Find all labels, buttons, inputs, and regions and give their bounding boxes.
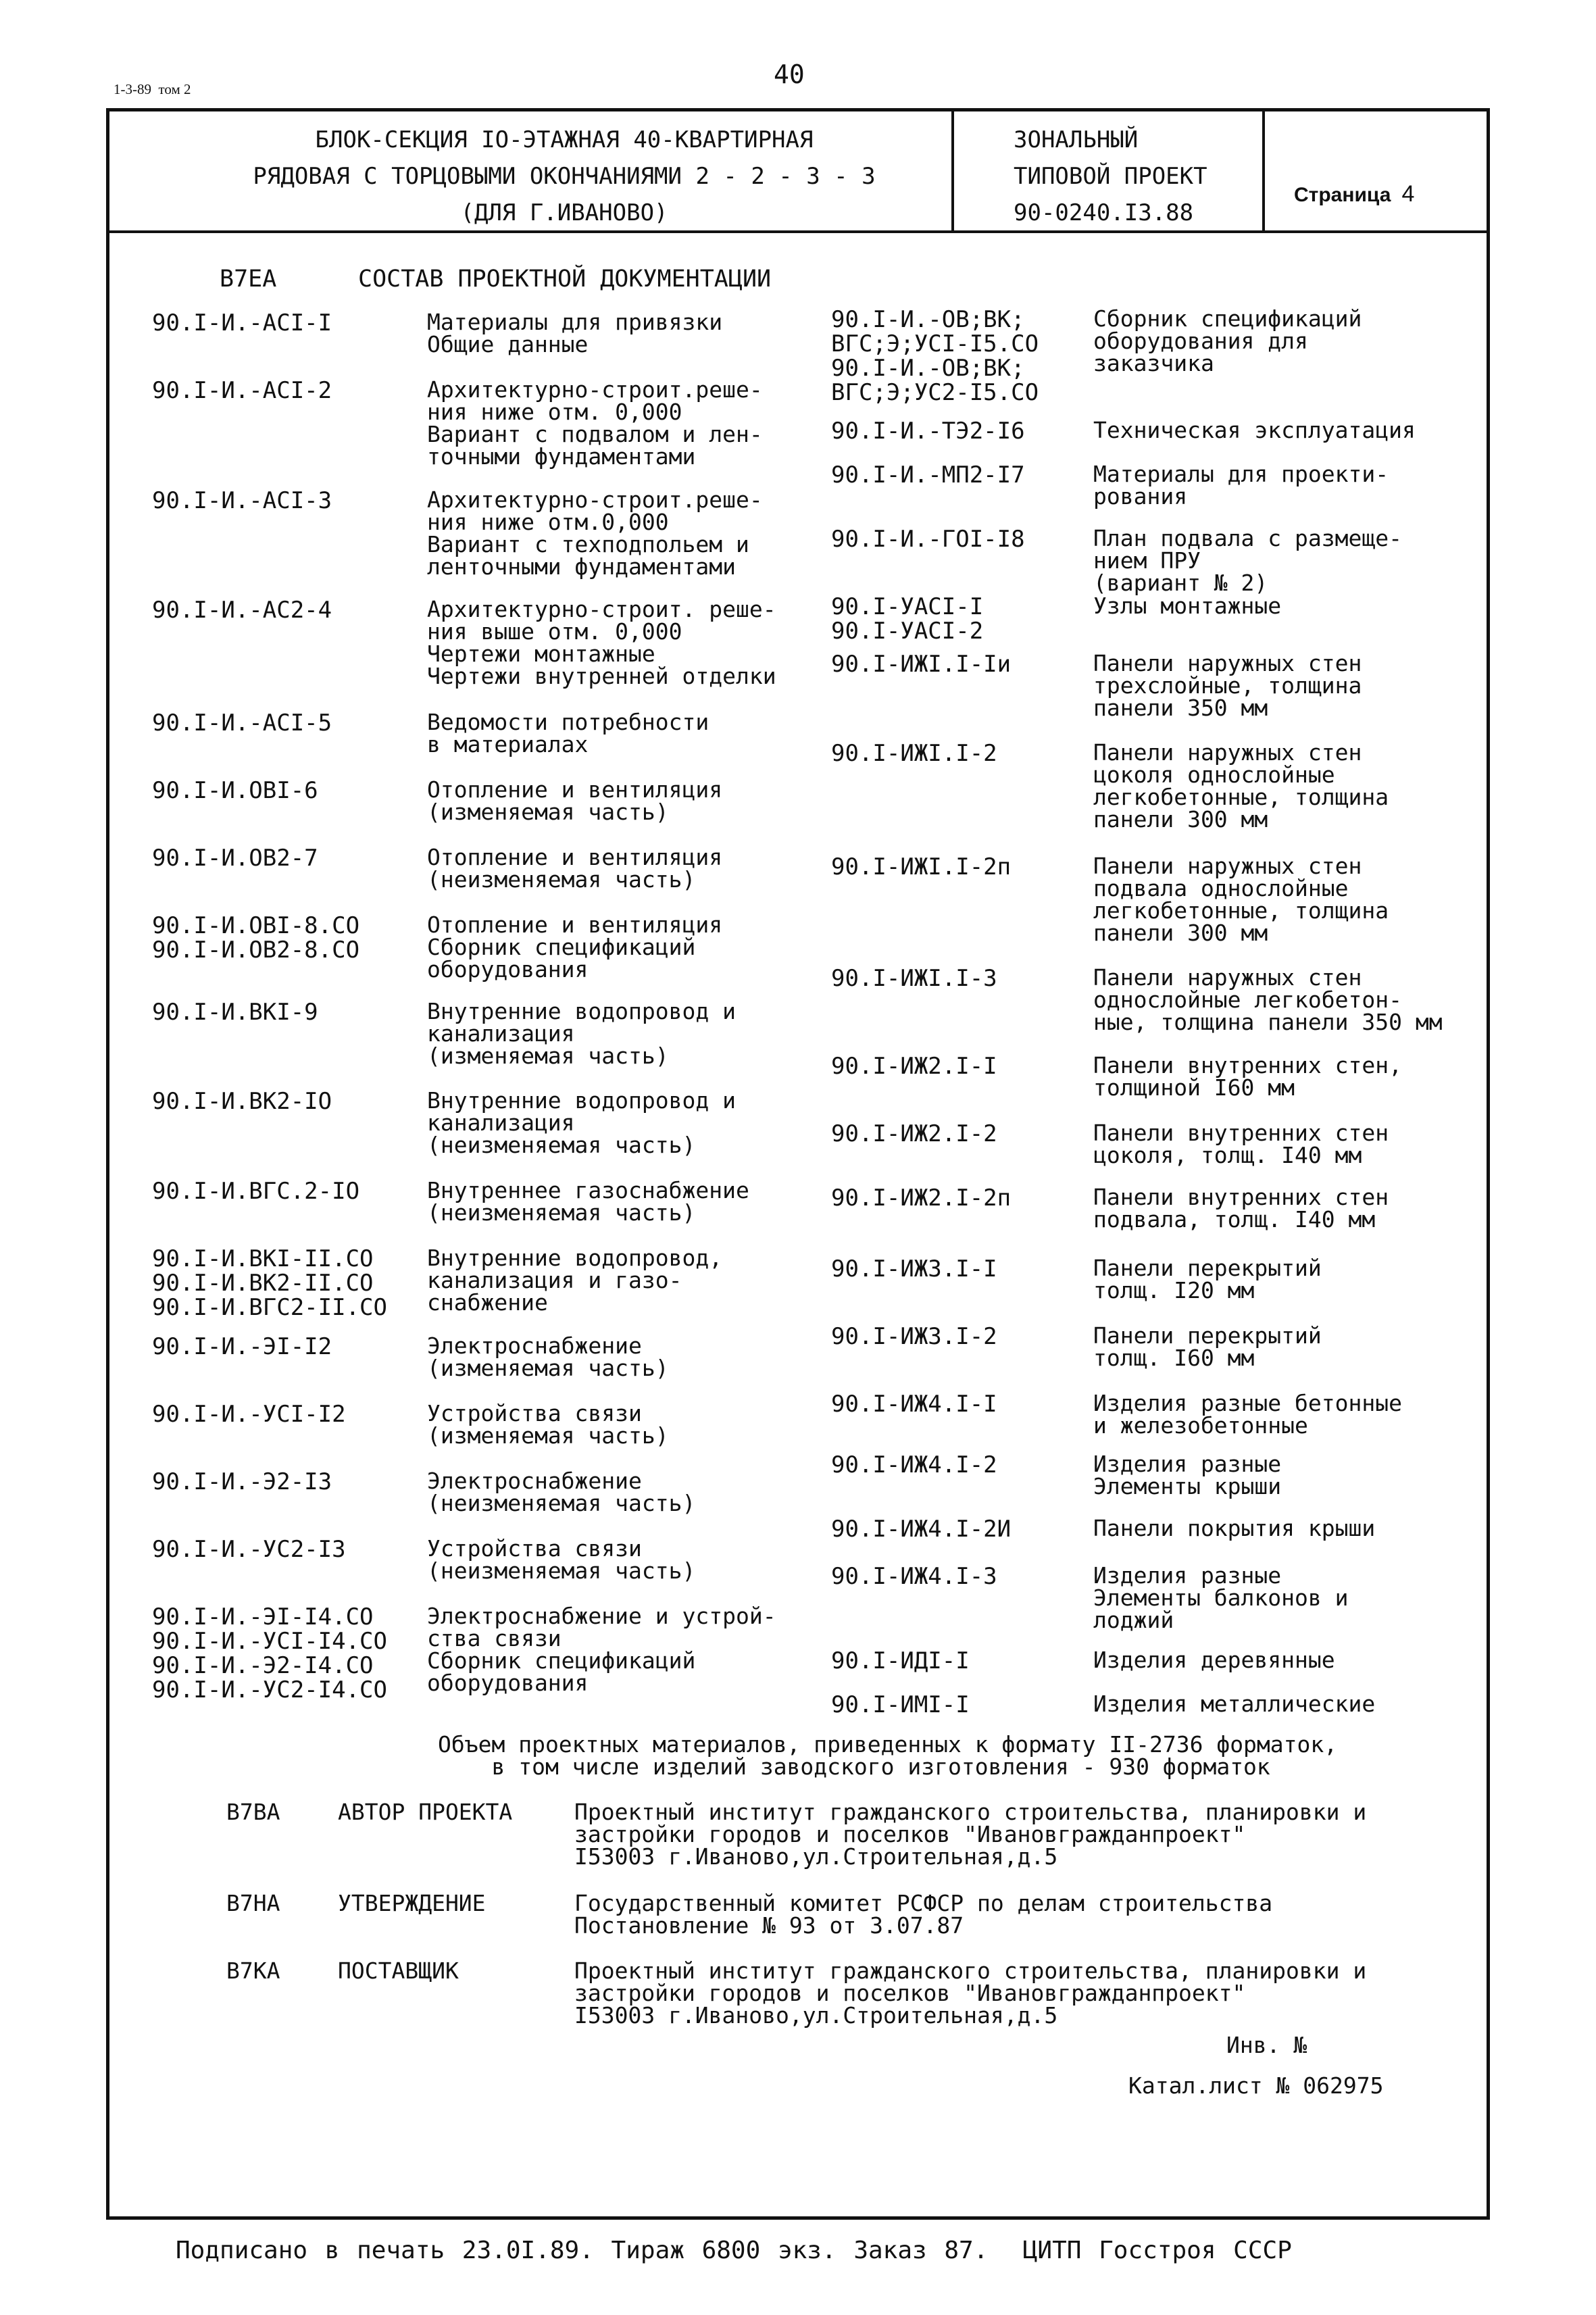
entry-description: Панели перекрытий толщ. I20 мм [1093, 1255, 1322, 1303]
entry-code: 90.I-И.ОВI-6 [152, 777, 318, 804]
header-title-line: (ДЛЯ Г.ИВАНОВО) [460, 199, 668, 226]
section-code: В7ЕА [220, 266, 277, 293]
entry-code: 90.I-И.-АСI-I [152, 309, 332, 337]
project-type-line: ЗОНАЛЬНЫЙ [1014, 126, 1139, 153]
entry-description: Техническая эксплуатация [1093, 417, 1416, 443]
entry-description: Узлы монтажные [1093, 593, 1282, 619]
entry-code: 90.I-И.ОВ2-7 [152, 845, 318, 872]
entry-code: 90.I-И.-МП2-I7 [831, 462, 1025, 489]
entry-code: 90.I-ИЖ4.I-3 [831, 1563, 997, 1590]
attr-text: Проектный институт гражданского строительства, планировки и застройки городов и поселков "Ивановгражданпроект" I53003 г.Иваново,ул.Строительная,д.5 [574, 1799, 1367, 1870]
entry-description: Панели внутренних стен, толщиной I60 мм [1093, 1052, 1402, 1101]
entry-code: 90.I-И.-ГОI-I8 [831, 526, 1025, 553]
entry-description: Внутренние водопровод и канализация (изменяемая часть) [427, 998, 736, 1069]
entry-code: 90.I-И.ВКI-II.СО 90.I-И.ВК2-II.СО 90.I-И.ВГС2-II.СО [152, 1245, 387, 1321]
header-page [1294, 176, 1414, 214]
entry-description: Электроснабжение и устрой- ства связи Сборник спецификаций оборудования [427, 1603, 776, 1696]
section-title: СОСТАВ ПРОЕКТНОЙ ДОКУМЕНТАЦИИ [358, 266, 772, 293]
entry-description: Внутренние водопровод, канализация и газо- снабжение [427, 1245, 723, 1316]
attr-code: В7НА [226, 1890, 280, 1916]
entry-code: 90.I-ИЖ2.I-2п [831, 1185, 1012, 1212]
entry-code: 90.I-ИМI-I [831, 1691, 970, 1718]
entry-code: 90.I-ИЖ2.I-2 [831, 1120, 997, 1147]
entry-code: 90.I-И.-ТЭ2-I6 [831, 418, 1025, 445]
entry-description: Панели наружных стен трехслойные, толщина панели 350 мм [1093, 650, 1362, 721]
entry-description: Электроснабжение (неизменяемая часть) [427, 1468, 696, 1516]
entry-code: 90.I-И.-АСI-5 [152, 710, 332, 737]
entry-code: 90.I-И.ВГС.2-IO [152, 1178, 360, 1205]
attr-text: Проектный институт гражданского строительства, планировки и застройки городов и поселков "Ивановгражданпроект" I53003 г.Иваново,ул.Строительная,д.5 [574, 1958, 1367, 2028]
entry-description: Архитектурно-строит.реше- ния ниже отм. 0,000 Вариант с подвалом и лен- точными фундаментами [427, 376, 763, 470]
entry-code: 90.I-И.-УС2-I3 [152, 1536, 346, 1563]
entry-description: Устройства связи (неизменяемая часть) [427, 1535, 696, 1584]
header-title [196, 122, 932, 231]
entry-code: 90.I-ИЖ2.I-I [831, 1053, 997, 1080]
entry-code: 90.I-И.-УСI-I2 [152, 1401, 346, 1428]
entry-code: 90.I-ИЖI.I-Iи [831, 651, 1012, 678]
entry-description: Панели внутренних стен цоколя, толщ. I40 мм [1093, 1120, 1389, 1168]
entry-code: 90.I-УАСI-I 90.I-УАСI-2 [831, 593, 984, 645]
entry-description: Отопление и вентиляция Сборник спецификаций оборудования [427, 912, 723, 982]
entry-code: 90.I-И.ВК2-IO [152, 1088, 332, 1115]
entry-description: Материалы для привязки Общие данные [427, 309, 723, 357]
entry-code: 90.I-И.-Э2-I3 [152, 1468, 332, 1495]
attr-label: УТВЕРЖДЕНИЕ [338, 1890, 486, 1916]
entry-code: 90.I-ИЖI.I-3 [831, 965, 997, 992]
entry-description: Электроснабжение (изменяемая часть) [427, 1333, 669, 1381]
print-footer: Подписано в печать 23.0I.89. Тираж 6800 экз. Заказ 87. ЦИТП Госстроя СССР [176, 2237, 1292, 2264]
header-title-line: БЛОК-СЕКЦИЯ IO-ЭТАЖНАЯ 40-КВАРТИРНАЯ [315, 126, 814, 153]
page-label: Страница [1294, 184, 1391, 206]
entry-code: 90.I-ИЖI.I-2 [831, 740, 997, 767]
entry-description: Панели перекрытий толщ. I60 мм [1093, 1322, 1322, 1371]
attr-code: В7КА [226, 1958, 280, 1984]
project-type-line: ТИПОВОЙ ПРОЕКТ [1014, 163, 1207, 190]
entry-description: Отопление и вентиляция (неизменяемая часть) [427, 844, 723, 893]
entry-code: 90.I-ИДI-I [831, 1647, 970, 1674]
header-divider-1 [951, 108, 954, 233]
series-label: 1-3-89 том 2 [114, 81, 191, 97]
entry-code: 90.I-ИЖ3.I-I [831, 1255, 997, 1283]
entry-description: Панели покрытия крыши [1093, 1515, 1376, 1541]
page-number-top: 40 [774, 59, 805, 89]
project-type-line: 90-0240.I3.88 [1014, 199, 1194, 226]
entry-description: Изделия металлические [1093, 1691, 1376, 1717]
entry-code: 90.I-И.-ОВ;ВК; ВГС;Э;УСI-I5.СО 90.I-И.-ОВ;ВК; ВГС;Э;УС2-I5.СО [831, 306, 1039, 406]
entry-description: Панели внутренних стен подвала, толщ. I40 мм [1093, 1184, 1389, 1233]
page-value: 4 [1401, 181, 1415, 207]
entry-description: Панели наружных стен цоколя однослойные легкобетонные, толщина панели 300 мм [1093, 739, 1389, 832]
entry-code: 90.I-ИЖ4.I-I [831, 1391, 997, 1418]
entry-code: 90.I-И.-АС2-4 [152, 597, 332, 624]
entry-code: 90.I-ИЖ4.I-2 [831, 1451, 997, 1478]
inventory-label: Инв. № [1226, 2032, 1307, 2058]
entry-code: 90.I-И.-ЭI-I2 [152, 1333, 332, 1360]
entry-code: 90.I-И.-ЭI-I4.СО 90.I-И.-УСI-I4.СО 90.I-И.-Э2-I4.СО 90.I-И.-УС2-I4.СО [152, 1603, 387, 1703]
entry-code: 90.I-ИЖ4.I-2И [831, 1516, 1012, 1543]
attr-label: ПОСТАВЩИК [338, 1958, 459, 1984]
entry-code: 90.I-И.-АСI-2 [152, 377, 332, 404]
entry-description: Изделия разные бетонные и железобетонные [1093, 1390, 1402, 1439]
entry-description: Устройства связи (изменяемая часть) [427, 1400, 669, 1449]
entry-description: Материалы для проекти- рования [1093, 461, 1389, 509]
entry-description: Изделия разные Элементы балконов и лоджий [1093, 1562, 1349, 1633]
entry-description: Ведомости потребности в материалах [427, 709, 709, 757]
header-project-type [1014, 122, 1270, 231]
entry-description: Панели наружных стен однослойные легкобетон- ные, толщина панели 350 мм [1093, 964, 1443, 1035]
entry-description: Панели наружных стен подвала однослойные легкобетонные, толщина панели 300 мм [1093, 853, 1389, 946]
header-title-line: РЯДОВАЯ С ТОРЦОВЫМИ ОКОНЧАНИЯМИ 2 - 2 - 3 - 3 [253, 163, 876, 190]
entry-description: Изделия разные Элементы крыши [1093, 1451, 1282, 1499]
attr-text: Государственный комитет РСФСР по делам строительства Постановление № 93 от 3.07.87 [574, 1890, 1273, 1939]
entry-description: Архитектурно-строит. реше- ния выше отм. 0,000 Чертежи монтажные Чертежи внутренней отделки [427, 596, 776, 689]
entry-description: Внутреннее газоснабжение (неизменяемая часть) [427, 1177, 749, 1226]
entry-description: Архитектурно-строит.реше- ния ниже отм.0,000 Вариант с техподпольем и ленточными фундаментами [427, 487, 763, 580]
entry-description: План подвала с размеще- нием ПРУ (вариант № 2) [1093, 525, 1402, 596]
entry-code: 90.I-И.ОВI-8.СО 90.I-И.ОВ2-8.СО [152, 912, 360, 964]
attr-code: В7ВА [226, 1799, 280, 1825]
entry-description: Изделия деревянные [1093, 1647, 1335, 1673]
volume-note: Объем проектных материалов, приведенных к формату II-2736 форматок, в том числе изделий заводского изготовления - 930 форматок [438, 1731, 1338, 1780]
entry-code: 90.I-И.ВКI-9 [152, 999, 318, 1026]
entry-description: Отопление и вентиляция (изменяемая часть) [427, 776, 723, 825]
entry-description: Внутренние водопровод и канализация (неизменяемая часть) [427, 1087, 736, 1158]
entry-code: 90.I-ИЖI.I-2п [831, 853, 1012, 880]
attr-label: АВТОР ПРОЕКТА [338, 1799, 513, 1825]
entry-code: 90.I-ИЖ3.I-2 [831, 1323, 997, 1350]
entry-code: 90.I-И.-АСI-3 [152, 487, 332, 514]
catalog-sheet: Катал.лист № 062975 [1128, 2072, 1384, 2099]
entry-description: Сборник спецификаций оборудования для заказчика [1093, 305, 1362, 376]
